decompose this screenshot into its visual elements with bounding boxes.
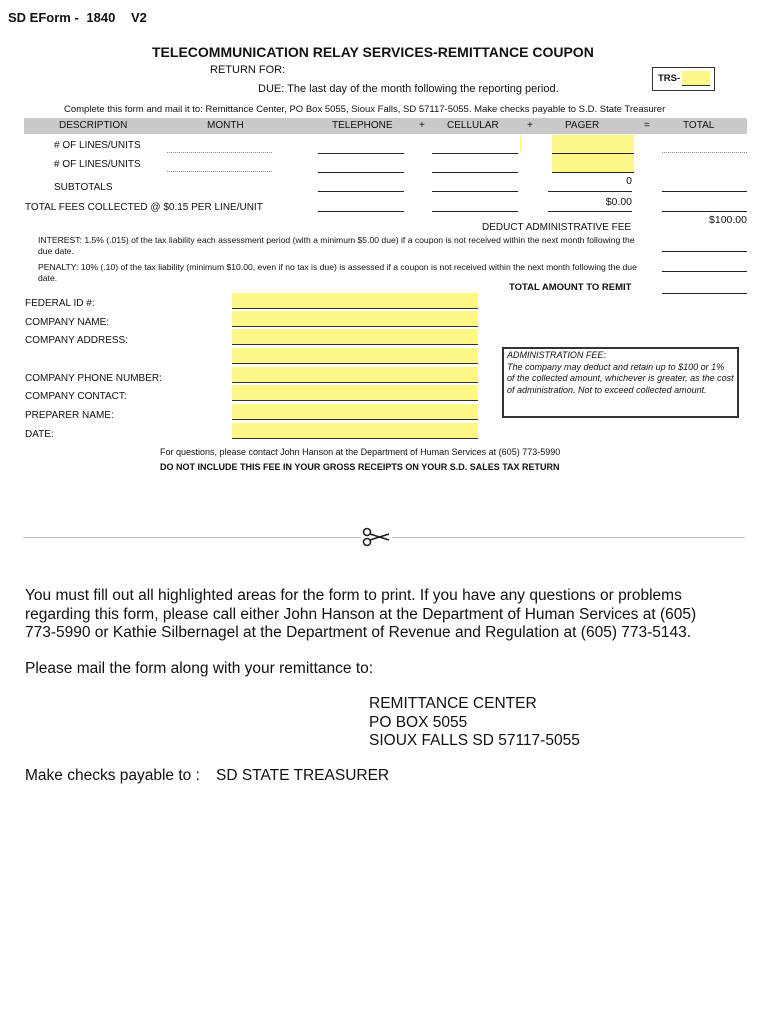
preparer-name-label: PREPARER NAME: (25, 410, 114, 421)
cut-line-left (23, 537, 361, 538)
cellular-highlight-edge (520, 135, 521, 153)
telephone-subtotal (318, 191, 404, 192)
total-amount-line (662, 293, 747, 294)
penalty-amount-line (662, 271, 747, 272)
deduct-admin-fee-label: DEDUCT ADMINISTRATIVE FEE (482, 222, 632, 233)
company-phone-label: COMPANY PHONE NUMBER: (25, 373, 162, 384)
cut-line-right (392, 537, 745, 538)
admin-fee-box (502, 347, 739, 418)
trs-input[interactable] (682, 71, 710, 86)
row-subtotals-label: SUBTOTALS (54, 182, 113, 193)
telephone-total-fees (318, 211, 404, 212)
col-total: TOTAL (683, 120, 715, 131)
scissors-icon (362, 526, 390, 548)
company-address-input-1[interactable] (232, 329, 478, 345)
mail-instruction: Please mail the form along with your remittance to: (25, 660, 374, 677)
address-line-2: PO BOX 5055 (369, 713, 468, 731)
telephone-input-1[interactable] (318, 153, 404, 154)
date-label: DATE: (25, 429, 54, 440)
month-input-1[interactable] (167, 152, 272, 153)
company-name-label: COMPANY NAME: (25, 317, 110, 328)
pager-input-2[interactable] (552, 154, 634, 173)
total-amount-label: TOTAL AMOUNT TO REMIT (509, 282, 632, 293)
col-cellular: CELLULAR (447, 120, 499, 131)
do-not-include-text: DO NOT INCLUDE THIS FEE IN YOUR GROSS RECEIPTS ON YOUR S.D. SALES TAX RETURN (160, 462, 560, 472)
company-contact-label: COMPANY CONTACT: (25, 391, 127, 402)
trs-label: TRS- (658, 73, 681, 84)
cellular-input-2[interactable] (432, 172, 518, 173)
total-total-fees (662, 211, 747, 212)
cellular-subtotal (432, 191, 518, 192)
return-for-label: RETURN FOR: (210, 64, 286, 76)
row-lines-label-1: # OF LINES/UNITS (54, 140, 141, 151)
federal-id-input[interactable] (232, 293, 478, 309)
col-equals: = (644, 120, 650, 131)
address-line-1: REMITTANCE CENTER (369, 695, 537, 712)
col-plus-2: + (527, 120, 533, 131)
col-month: MONTH (207, 120, 244, 131)
deduct-admin-fee-value: $100.00 (709, 214, 747, 226)
date-input[interactable] (232, 423, 478, 439)
checks-payable-label: Make checks payable to : (25, 767, 200, 784)
interest-amount-line (662, 251, 747, 252)
col-telephone: TELEPHONE (332, 120, 393, 131)
address-line-3: SIOUX FALLS SD 57117-5055 (369, 732, 580, 749)
checks-payable-value: SD STATE TREASURER (216, 767, 390, 784)
federal-id-label: FEDERAL ID #: (25, 298, 95, 309)
company-address-input-2[interactable] (232, 348, 478, 364)
row-total-fees-label: TOTAL FEES COLLECTED @ $0.15 PER LINE/UNIT (25, 202, 263, 213)
form-number: 1840 (86, 10, 116, 25)
notice-paragraph: You must fill out all highlighted areas for the form to print. If you have any questions or problems regarding this form, please call either John Hanson at the Department of Human Services at (605) 773-5990 or Kathie Silbernagel at the Department of Revenue and Regulation at (605) 773-5143. (25, 587, 697, 641)
admin-fee-body: The company may deduct and retain up to $100 or 1% of the collected amount, whichever is greater, as the cost of administration. Not to exceed collected amount. (507, 361, 734, 395)
company-address-label: COMPANY ADDRESS: (25, 335, 128, 346)
col-description: DESCRIPTION (59, 120, 128, 131)
col-plus-1: + (419, 120, 425, 131)
pager-total-fees: $0.00 (548, 196, 632, 212)
trs-box (652, 67, 715, 91)
admin-fee-title: ADMINISTRATION FEE: (507, 350, 606, 360)
company-contact-input[interactable] (232, 385, 478, 401)
telephone-input-2[interactable] (318, 172, 404, 173)
company-name-input[interactable] (232, 311, 478, 327)
month-input-2[interactable] (167, 171, 272, 172)
interest-text: INTEREST: 1.5% (.015) of the tax liability each assessment period (with a minimum $5.00 due) if a coupon is not received within the next month following the due date. (38, 235, 635, 256)
form-header (8, 10, 147, 25)
form-name: SD EForm - (8, 10, 79, 25)
pager-input-1[interactable] (552, 135, 634, 154)
total-subtotal (662, 191, 747, 192)
page-title: TELECOMMUNICATION RELAY SERVICES-REMITTANCE COUPON (152, 44, 594, 60)
preparer-name-input[interactable] (232, 404, 478, 420)
company-phone-input[interactable] (232, 367, 478, 383)
cellular-input-1[interactable] (432, 153, 518, 154)
cellular-total-fees (432, 211, 518, 212)
pager-subtotal: 0 (548, 175, 632, 192)
due-text: DUE: The last day of the month following the reporting period. (258, 83, 559, 95)
col-pager: PAGER (565, 120, 600, 131)
mailing-address (369, 695, 580, 751)
instructions-text: Complete this form and mail it to: Remittance Center, PO Box 5055, Sioux Falls, SD 57117-5055. Make checks payable to S.D. State Treasurer (64, 104, 666, 115)
row-lines-label-2: # OF LINES/UNITS (54, 159, 141, 170)
questions-text: For questions, please contact John Hanson at the Department of Human Services at (605) 773-5990 (160, 447, 561, 457)
penalty-text: PENALTY: 10% (.10) of the tax liability (minimum $10.00, even if no tax is due) is assessed if a coupon is not received within the next month following the due date. (38, 262, 637, 283)
total-input-1 (662, 152, 747, 153)
form-version: V2 (130, 10, 147, 25)
